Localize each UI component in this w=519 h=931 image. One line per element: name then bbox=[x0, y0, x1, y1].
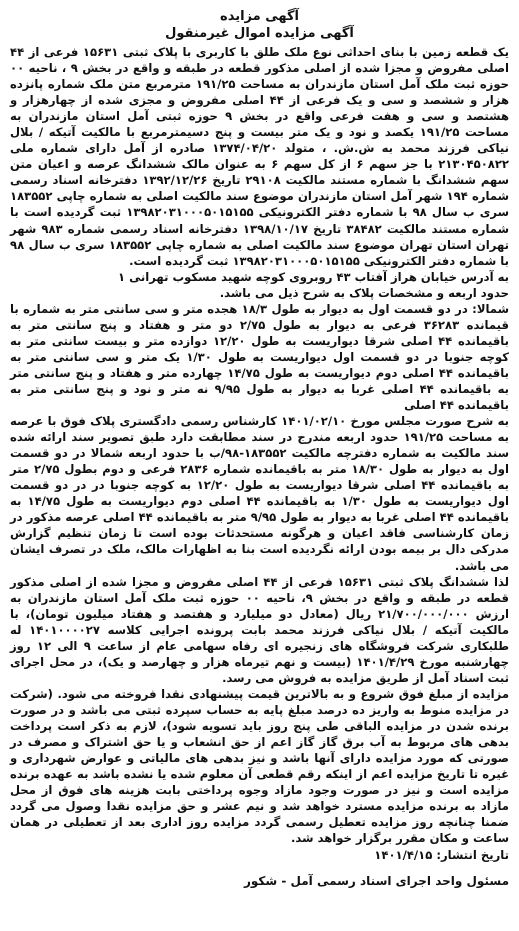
expert-report: به شرح صورت مجلس مورخ ۱۴۰۱/۰۲/۱۰ کارشناس رسمی دادگستری پلاک فوق با عرصه به مساحت ۱۹۱/۲۵ حدود اربعه مندرج در سند مطابقت دارد طبق تصویر سند ارائه شده سند مالکیت به شماره دفترچه مالکیت ۱۸۳۵۵۲-۹۸/ب با حدود اربعه شمالا در دو قسمت اول به دیوار به طول ۱۸/۳۰ متر به باقیمانده شماره ۲۸۳۶ فرعی و دوم بطول ۲/۷۵ متر به باقیمانده ۴۴ اصلی شرقا دیواریست به طول ۱۲/۲۰ به کوچه جنوبا در در دو قسمت اول دیواریست به طول ۱/۳۰ به باقیمانده ۴۴ اصلی دوم دیواریست به طول ۱۴/۷۵ به باقیمانده ۴۴ اصلی غربا به دیوار به طول ۹/۹۵ متر به باقیمانده ۴۴ اصلی عرصه مذکور در زمان کارشناسی فاقد اعیان و هرگونه مستحدثات بوده است تا زمان تنظیم گزارش مدرکی دال بر بیمه بودن ارائه نگردیده است بنا به اظهارات مالک، ملک در تصرف ایشان می باشد. bbox=[10, 414, 510, 573]
auction-details: لذا ششدانگ پلاک ثبتی ۱۵۶۳۱ فرعی از ۴۴ اصلی مفروض و مجزا شده از اصلی مذکور قطعه در طبقه و واقع در بخش ۹، ناحیه ۰۰ حوزه ثبت ملک آمل استان مازندران به ارزش ۲۱/۷۰۰/۰۰۰/۰۰۰ ریال (معادل دو میلیارد و هفتصد و هفتاد میلیون تومان)، با مالکیت آتیکه / بلال نیاکی فرزند محمد بابت پرونده اجرایی کلاسه ۱۴۰۱۰۰۰۰۲۷ له طلبکاری شرکت فروشگاه های زنجیره ای رفاه سهامی عام از ساعت ۹ الی ۱۲ روز چهارشنبه مورخ ۱۴۰۱/۴/۲۹ (بیست و نهم تیرماه هزار و چهارصد و یک)، در محل اجرای ثبت اسناد آمل از طریق مزایده به فروش می رسد. bbox=[10, 574, 510, 685]
auction-terms: مزایده از مبلغ فوق شروع و به بالاترین قیمت پیشنهادی نقدا فروخته می شود. (شرکت در مزایده منوط به واریز ده درصد مبلغ پایه به حساب سپرده ثبتی می باشد و در صورت برنده شدن در مزایده الباقی طی پنج روز باید تسویه شود)، لازم به ذکر است پرداخت بدهی های مربوط به آب برق گاز گاز اعم از حق انشعاب و یا حق اشتراک و مصرف در صورتی که مورد مزایده دارای آنها باشد و نیز بدهی های مالیاتی و عوارض شهرداری و غیره تا تاریخ مزایده اعم از اینکه رقم قطعی آن معلوم شده یا نشده باشد به عهده برنده مزایده است و نیز در صورت وجود مازاد وجوه پرداختی بابت هزینه های فوق از محل مازاد به برنده مزایده مسترد خواهد شد و نیم عشر و حق مزایده نقدا وصول می گردد ضمنا چنانچه روز مزایده تعطیل رسمی گردد مزایده روز اداری بعد از تعطیلی در همان ساعت و مکان مقرر برگزار خواهد شد. bbox=[10, 686, 509, 846]
publish-date: تاریخ انتشار: ۱۴۰۱/۴/۱۵ bbox=[374, 848, 509, 863]
boundaries-text: شمالا: در دو قسمت اول به دیوار به طول ۱۸/۳ هجده متر و سی سانتی متر به شماره با قیمانده ۳۶۲۸۳ فرعی به دیوار به طول ۲/۷۵ دو متر و هفتاد و پنج سانتی متر به باقیمانده ۴۴ اصلی شرقا دیواریست به طول ۱۲/۲۰ دوازده متر و بیست سانتی متر به کوچه جنوبا در دو قسمت اول دیواریست به طول ۱/۳۰ یک متر و سی سانتی متر به باقیمانده ۴۴ اصلی دوم دیواریست به طول ۱۴/۷۵ چهارده متر و هفتاد و پنج سانتی متر به باقیمانده ۴۴ اصلی غربا به دیوار به طول ۹/۹۵ نه متر و نود و پنج سانتی متر به باقیمانده ۴۴ اصلی bbox=[10, 301, 510, 413]
property-address: به آدرس خیابان هراز آفتاب ۴۳ روبروی کوچه شهید مسکوب تهرانی ۱ bbox=[118, 269, 509, 284]
property-description: یک قطعه زمین با بنای احداثی نوع ملک طلق با کاربری با پلاک ثبتی ۱۵۶۳۱ فرعی از ۴۴ اصلی مفروض و مجزا شده از اصلی مذکور قطعه در طبقه و واقع در بخش ۹ ، ناحیه ۰۰ حوزه ثبت ملک آمل استان مازندران به مساحت ۱۹۱/۲۵ مترمربع متن ملک شماره پانزده هزار و ششصد و سی و یک فرعی از ۴۴ اصلی مفروض و مجزی شده از چهارهزار و هشتصد و سی و هفت فرعی واقع در بخش ۹ حوزه ثبتی آمل استان مازندران به مساحت ۱۹۱/۲۵ یکصد و نود و یک متر بیست و پنج دسیمترمربع با مالکیت آتیکه / بلال نیاکی فرزند محمد به ش.ش. ، متولد ۱۳۷۴/۰۴/۲۰ صادره از آمل دارای شماره ملی ۲۱۳۰۴۵۰۸۲۲ با جز سهم ۶ از کل سهم ۶ به عنوان مالک ششدانگ عرصه و اعیان متن سهم ششدانگ با شماره مستند مالکیت ۲۹۱۰۸ تاریخ ۱۳۹۲/۱۲/۲۶ دفترخانه اسناد رسمی شماره ۱۹۴ شهر آمل استان مازندران موضوع سند مالکیت اصلی به شماره چاپی ۱۸۳۵۵۲ سری ب سال ۹۸ با شماره دفتر الکترونیکی ۱۳۹۸۲۰۳۱۰۰۰۵۰۱۵۱۵۵ ثبت گردیده است با شماره مستند مالکیت ۳۸۴۸۲ تاریخ ۱۳۹۸/۱۰/۱۷ دفترخانه اسناد رسمی شماره ۹۸۳ شهر تهران استان تهران موضوع سند مالکیت اصلی به شماره چاپی ۱۸۳۵۵۲ سری ب سال ۹۸ با شماره دفتر الکترونیکی ۱۳۹۸۲۰۳۱۰۰۰۵۰۱۵۱۵۵ ثبت گردیده است. bbox=[10, 45, 510, 268]
signature: مسئول واحد اجرای اسناد رسمی آمل - شکور bbox=[243, 874, 509, 889]
boundaries-heading: حدود اربعه و مشخصات پلاک به شرح ذیل می باشد. bbox=[219, 285, 509, 300]
notice-subtitle: آگهی مزایده اموال غیرمنقول bbox=[165, 26, 354, 41]
notice-title: آگهی مزایده bbox=[220, 9, 299, 24]
